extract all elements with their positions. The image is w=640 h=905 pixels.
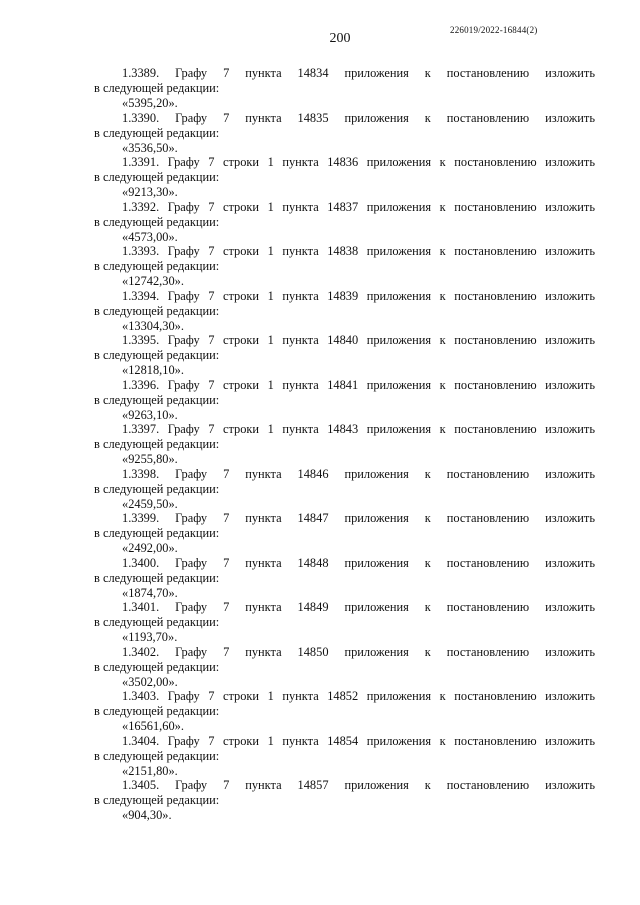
amendment-instruction: 1.3397. Графу 7 строки 1 пункта 14843 приложения к постановлению изложить <box>122 422 595 436</box>
amendment-item <box>94 689 595 734</box>
amendment-instruction: 1.3392. Графу 7 строки 1 пункта 14837 приложения к постановлению изложить <box>122 199 595 214</box>
amendment-item <box>94 289 595 334</box>
amendment-continuation: в следующей редакции: <box>94 259 220 273</box>
amendment-instruction: 1.3391. Графу 7 строки 1 пункта 14836 приложения к постановлению изложить <box>122 155 595 169</box>
amendment-value: «12818,10». <box>122 363 184 377</box>
amendment-continuation: в следующей редакции: <box>94 348 220 362</box>
amendment-instruction: 1.3399. Графу 7 пункта 14847 приложения к постановлению изложить <box>122 511 595 525</box>
amendment-value: «3502,00». <box>122 674 178 689</box>
amendment-continuation: в следующей редакции: <box>94 704 220 718</box>
amendment-instruction: 1.3393. Графу 7 строки 1 пункта 14838 приложения к постановлению изложить <box>122 244 595 258</box>
amendment-instruction: 1.3401. Графу 7 пункта 14849 приложения к постановлению изложить <box>122 600 595 614</box>
amendment-continuation: в следующей редакции: <box>94 392 220 407</box>
amendment-value: «5395,20». <box>122 96 178 110</box>
amendment-continuation: в следующей редакции: <box>94 303 220 318</box>
amendment-item <box>94 645 595 690</box>
amendment-instruction: 1.3390. Графу 7 пункта 14835 приложения к постановлению изложить <box>122 110 595 125</box>
amendment-continuation: в следующей редакции: <box>94 214 220 229</box>
amendment-item <box>94 200 595 245</box>
amendment-value: «2492,00». <box>122 541 178 555</box>
amendment-item <box>94 734 595 779</box>
amendment-value: «2459,50». <box>122 496 178 511</box>
document-id: 226019/2022-16844(2) <box>450 25 538 35</box>
amendment-continuation: в следующей редакции: <box>94 437 220 451</box>
amendment-instruction: 1.3402. Графу 7 пункта 14850 приложения к постановлению изложить <box>122 644 595 659</box>
amendment-continuation: в следующей редакции: <box>94 659 220 674</box>
amendment-continuation: в следующей редакции: <box>94 748 220 763</box>
amendment-instruction: 1.3395. Графу 7 строки 1 пункта 14840 приложения к постановлению изложить <box>122 333 595 347</box>
amendment-value: «2151,80». <box>122 763 178 778</box>
amendment-instruction: 1.3394. Графу 7 строки 1 пункта 14839 приложения к постановлению изложить <box>122 288 595 303</box>
amendment-item <box>94 467 595 512</box>
amendment-value: «9213,30». <box>122 185 178 199</box>
amendment-list <box>94 66 595 823</box>
amendment-item <box>94 511 595 556</box>
amendment-value: «12742,30». <box>122 274 184 288</box>
amendment-instruction: 1.3400. Графу 7 пункта 14848 приложения к постановлению изложить <box>122 555 595 570</box>
amendment-value: «13304,30». <box>122 318 184 333</box>
amendment-continuation: в следующей редакции: <box>94 570 220 585</box>
amendment-instruction: 1.3403. Графу 7 строки 1 пункта 14852 приложения к постановлению изложить <box>122 689 595 703</box>
amendment-item <box>94 422 595 467</box>
amendment-item <box>94 111 595 156</box>
amendment-continuation: в следующей редакции: <box>94 125 220 140</box>
amendment-value: «16561,60». <box>122 719 184 733</box>
amendment-continuation: в следующей редакции: <box>94 81 220 95</box>
amendment-continuation: в следующей редакции: <box>94 793 220 807</box>
amendment-instruction: 1.3405. Графу 7 пункта 14857 приложения к постановлению изложить <box>122 778 595 792</box>
amendment-value: «1193,70». <box>122 630 178 644</box>
amendment-value: «9255,80». <box>122 452 178 466</box>
amendment-continuation: в следующей редакции: <box>94 170 220 184</box>
amendment-item <box>94 556 595 601</box>
amendment-item <box>94 600 595 645</box>
amendment-instruction: 1.3389. Графу 7 пункта 14834 приложения к постановлению изложить <box>122 66 595 80</box>
amendment-value: «1874,70». <box>122 585 178 600</box>
amendment-instruction: 1.3404. Графу 7 строки 1 пункта 14854 приложения к постановлению изложить <box>122 733 595 748</box>
amendment-continuation: в следующей редакции: <box>94 615 220 629</box>
amendment-continuation: в следующей редакции: <box>94 526 220 540</box>
page-number: 200 <box>329 31 351 46</box>
amendment-continuation: в следующей редакции: <box>94 481 220 496</box>
amendment-value: «3536,50». <box>122 140 178 155</box>
amendment-instruction: 1.3398. Графу 7 пункта 14846 приложения к постановлению изложить <box>122 466 595 481</box>
amendment-item <box>94 778 595 823</box>
amendment-value: «904,30». <box>122 808 172 822</box>
amendment-item <box>94 333 595 378</box>
amendment-item <box>94 244 595 289</box>
amendment-instruction: 1.3396. Графу 7 строки 1 пункта 14841 приложения к постановлению изложить <box>122 377 595 392</box>
amendment-item <box>94 378 595 423</box>
amendment-value: «4573,00». <box>122 229 178 244</box>
amendment-item <box>94 155 595 200</box>
amendment-item <box>94 66 595 111</box>
amendment-value: «9263,10». <box>122 407 178 422</box>
